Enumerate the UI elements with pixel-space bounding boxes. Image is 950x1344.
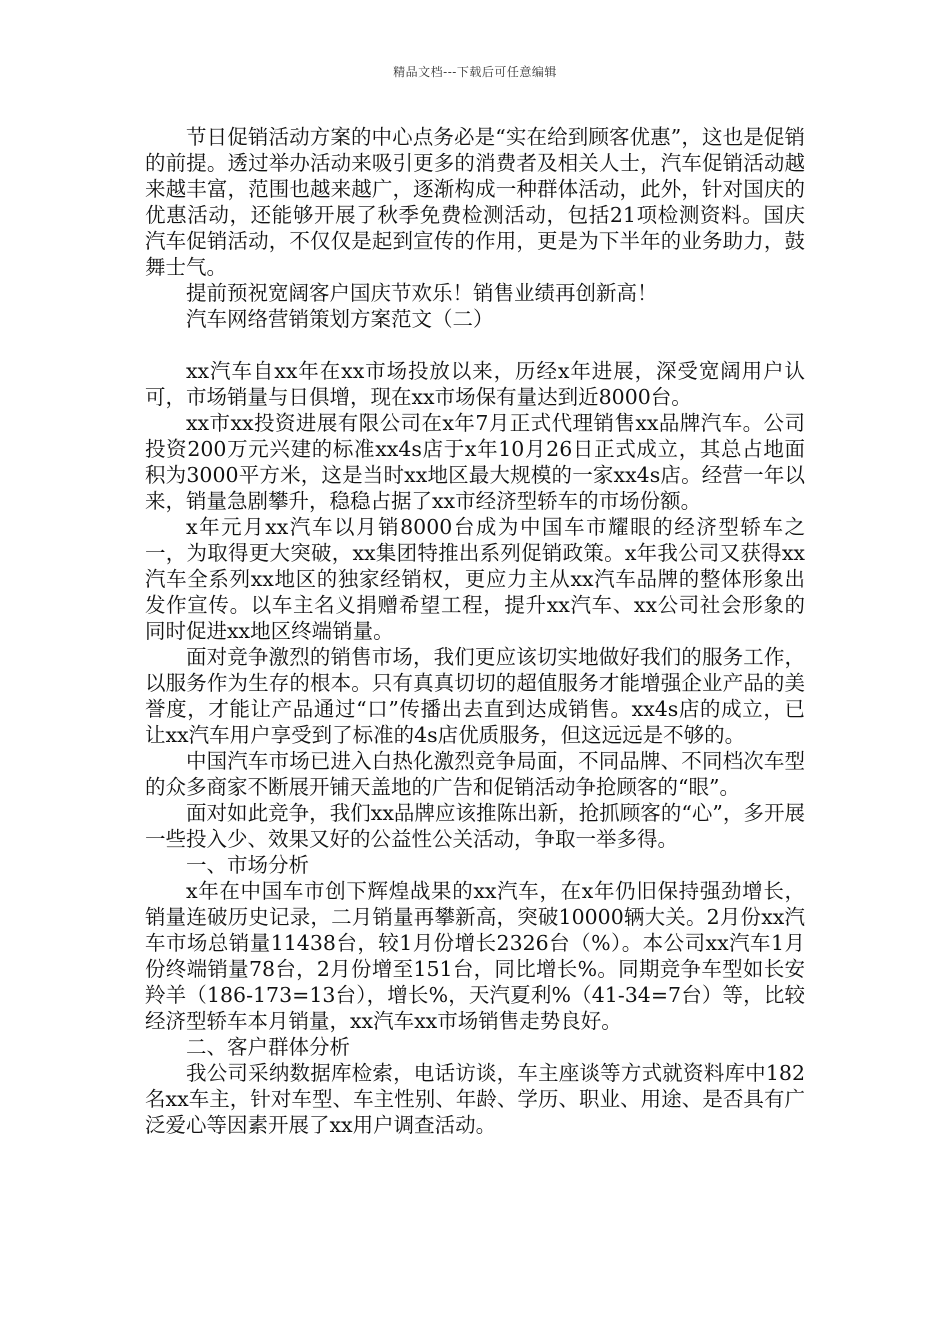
paragraph-public-relations: 面对如此竞争，我们xx品牌应该推陈出新，抢抓顾客的“心”，多开展一些投入少、效果又好的公益性公关活动，争取一举多得。 xyxy=(145,801,805,851)
paragraph-sales-figures: x年在中国车市创下辉煌战果的xx汽车，在x年仍旧保持强劲增长，销量连破历史记录，二月销量再攀新高，突破10000辆大关。2月份xx汽车市场总销量11438台，较1月份增长2326台（%）。本公司xx汽车1月份终端销量78台，2月份增至151台，同比增长%。同期竞争车型如长安羚羊（186-173=13台），增长%，天汽夏利%（41-34=7台）等，比较经济型轿车本月销量，xx汽车xx市场销售走势良好。 xyxy=(145,879,805,1033)
paragraph-market-competition: 中国汽车市场已进入白热化激烈竞争局面，不同品牌、不同档次车型的众多商家不断展开铺天盖地的广告和促销活动争抢顾客的“眼”。 xyxy=(145,749,805,799)
paragraph-greeting: 提前预祝宽阔客户国庆节欢乐！销售业绩再创新高！ xyxy=(186,281,658,305)
paragraph-promotion-principle: 节日促销活动方案的中心点务必是“实在给到顾客优惠”，这也是促销的前提。透过举办活动来吸引更多的消费者及相关人士，汽车促销活动越来越丰富，范围也越来越广，逐渐构成一种群体活动，此外，针对国庆的优惠活动，还能够开展了秋季免费检测活动，包括21项检测资料。国庆汽车促销活动，不仅仅是起到宣传的作用，更是为下半年的业务助力，鼓舞士气。 xyxy=(145,125,805,279)
heading-customer-analysis: 二、客户群体分析 xyxy=(186,1035,350,1059)
paragraph-company-intro: xx市xx投资进展有限公司在x年7月正式代理销售xx品牌汽车。公司投资200万元兴建的标准xx4s店于x年10月26日正式成立，其总占地面积为3000平方米，这是当时xx地区最大规模的一家xx4s店。经营一年以来，销量急剧攀升，稳稳占据了xx市经济型轿车的市场份额。 xyxy=(145,411,805,513)
document-body xyxy=(145,124,805,1138)
paragraph-promotion-policy: x年元月xx汽车以月销8000台成为中国车市耀眼的经济型轿车之一，为取得更大突破，xx集团特推出系列促销政策。x年我公司又获得xx汽车全系列xx地区的独家经销权，更应力主从xx汽车品牌的整体形象出发作宣传。以车主名义捐赠希望工程，提升xx汽车、xx公司社会形象的同时促进xx地区终端销量。 xyxy=(145,515,805,643)
section-title-marketing-plan-2: 汽车网络营销策划方案范文（二） xyxy=(186,307,494,331)
blank-line xyxy=(145,332,805,358)
page-header-watermark: 精品文档---下载后可任意编辑 xyxy=(393,65,557,79)
heading-market-analysis: 一、市场分析 xyxy=(186,853,309,877)
paragraph-market-launch: xx汽车自xx年在xx市场投放以来，历经x年进展，深受宽阔用户认可，市场销量与日俱增，现在xx市场保有量达到近8000台。 xyxy=(145,359,805,409)
paragraph-service-competition: 面对竞争激烈的销售市场，我们更应该切实地做好我们的服务工作，以服务作为生存的根本。只有真真切切的超值服务才能增强企业产品的美誉度，才能让产品通过“口”传播出去直到达成销售。xx4s店的成立，已让xx汽车用户享受到了标准的4s店优质服务，但这远远是不够的。 xyxy=(145,645,805,747)
paragraph-customer-survey: 我公司采纳数据库检索，电话访谈，车主座谈等方式就资料库中182名xx车主，针对车型、车主性别、年龄、学历、职业、用途、是否具有广泛爱心等因素开展了xx用户调查活动。 xyxy=(145,1061,805,1137)
